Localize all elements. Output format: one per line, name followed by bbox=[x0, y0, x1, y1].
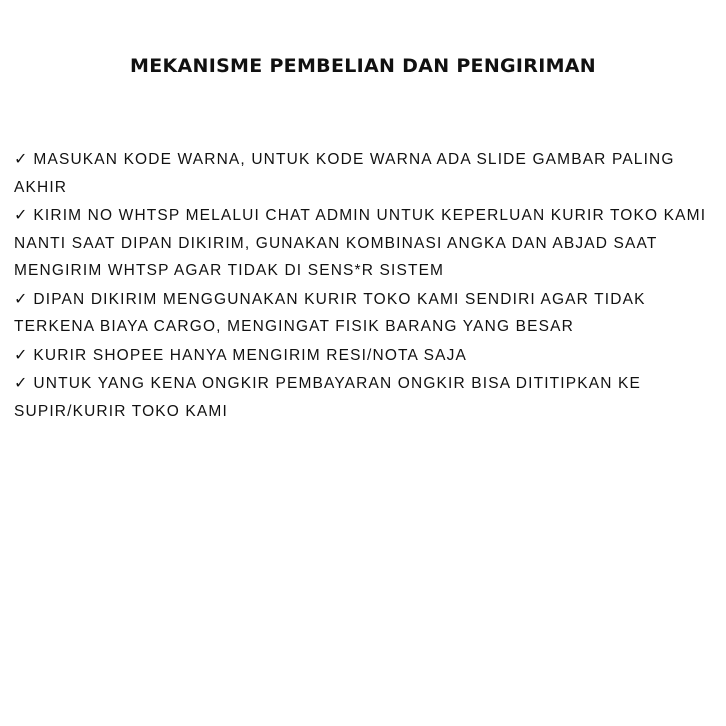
list-item-text: KURIR SHOPEE HANYA MENGIRIM RESI/NOTA SAJA bbox=[33, 346, 467, 364]
list-item bbox=[14, 201, 714, 285]
check-icon: ✓ bbox=[14, 288, 28, 308]
page-title: MEKANISME PEMBELIAN DAN PENGIRIMAN bbox=[129, 55, 596, 77]
list-item-text: DIPAN DIKIRIM MENGGUNAKAN KURIR TOKO KAMI SENDIRI AGAR TIDAK TERKENA BIAYA CARGO, MENGINGAT FISIK BARANG YANG BESAR bbox=[14, 290, 646, 335]
list-item-text: MASUKAN KODE WARNA, UNTUK KODE WARNA ADA SLIDE GAMBAR PALING AKHIR bbox=[14, 151, 675, 196]
list-item bbox=[14, 145, 714, 201]
list-item-text: KIRIM NO WHTSP MELALUI CHAT ADMIN UNTUK KEPERLUAN KURIR TOKO KAMI NANTI SAAT DIPAN DIKIRIM, GUNAKAN KOMBINASI ANGKA DAN ABJAD SAAT MENGIRIM WHTSP AGAR TIDAK DI SENS*R SISTEM bbox=[14, 207, 707, 279]
list-item-text: UNTUK YANG KENA ONGKIR PEMBAYARAN ONGKIR BISA DITITIPKAN KE SUPIR/KURIR TOKO KAMI bbox=[14, 375, 642, 420]
check-icon: ✓ bbox=[14, 373, 28, 392]
list-item bbox=[14, 285, 714, 341]
check-icon: ✓ bbox=[14, 149, 28, 168]
list-item bbox=[14, 341, 714, 370]
list-item bbox=[14, 369, 714, 425]
check-icon: ✓ bbox=[14, 205, 28, 224]
check-icon: ✓ bbox=[14, 344, 28, 364]
mechanism-list bbox=[14, 145, 714, 425]
